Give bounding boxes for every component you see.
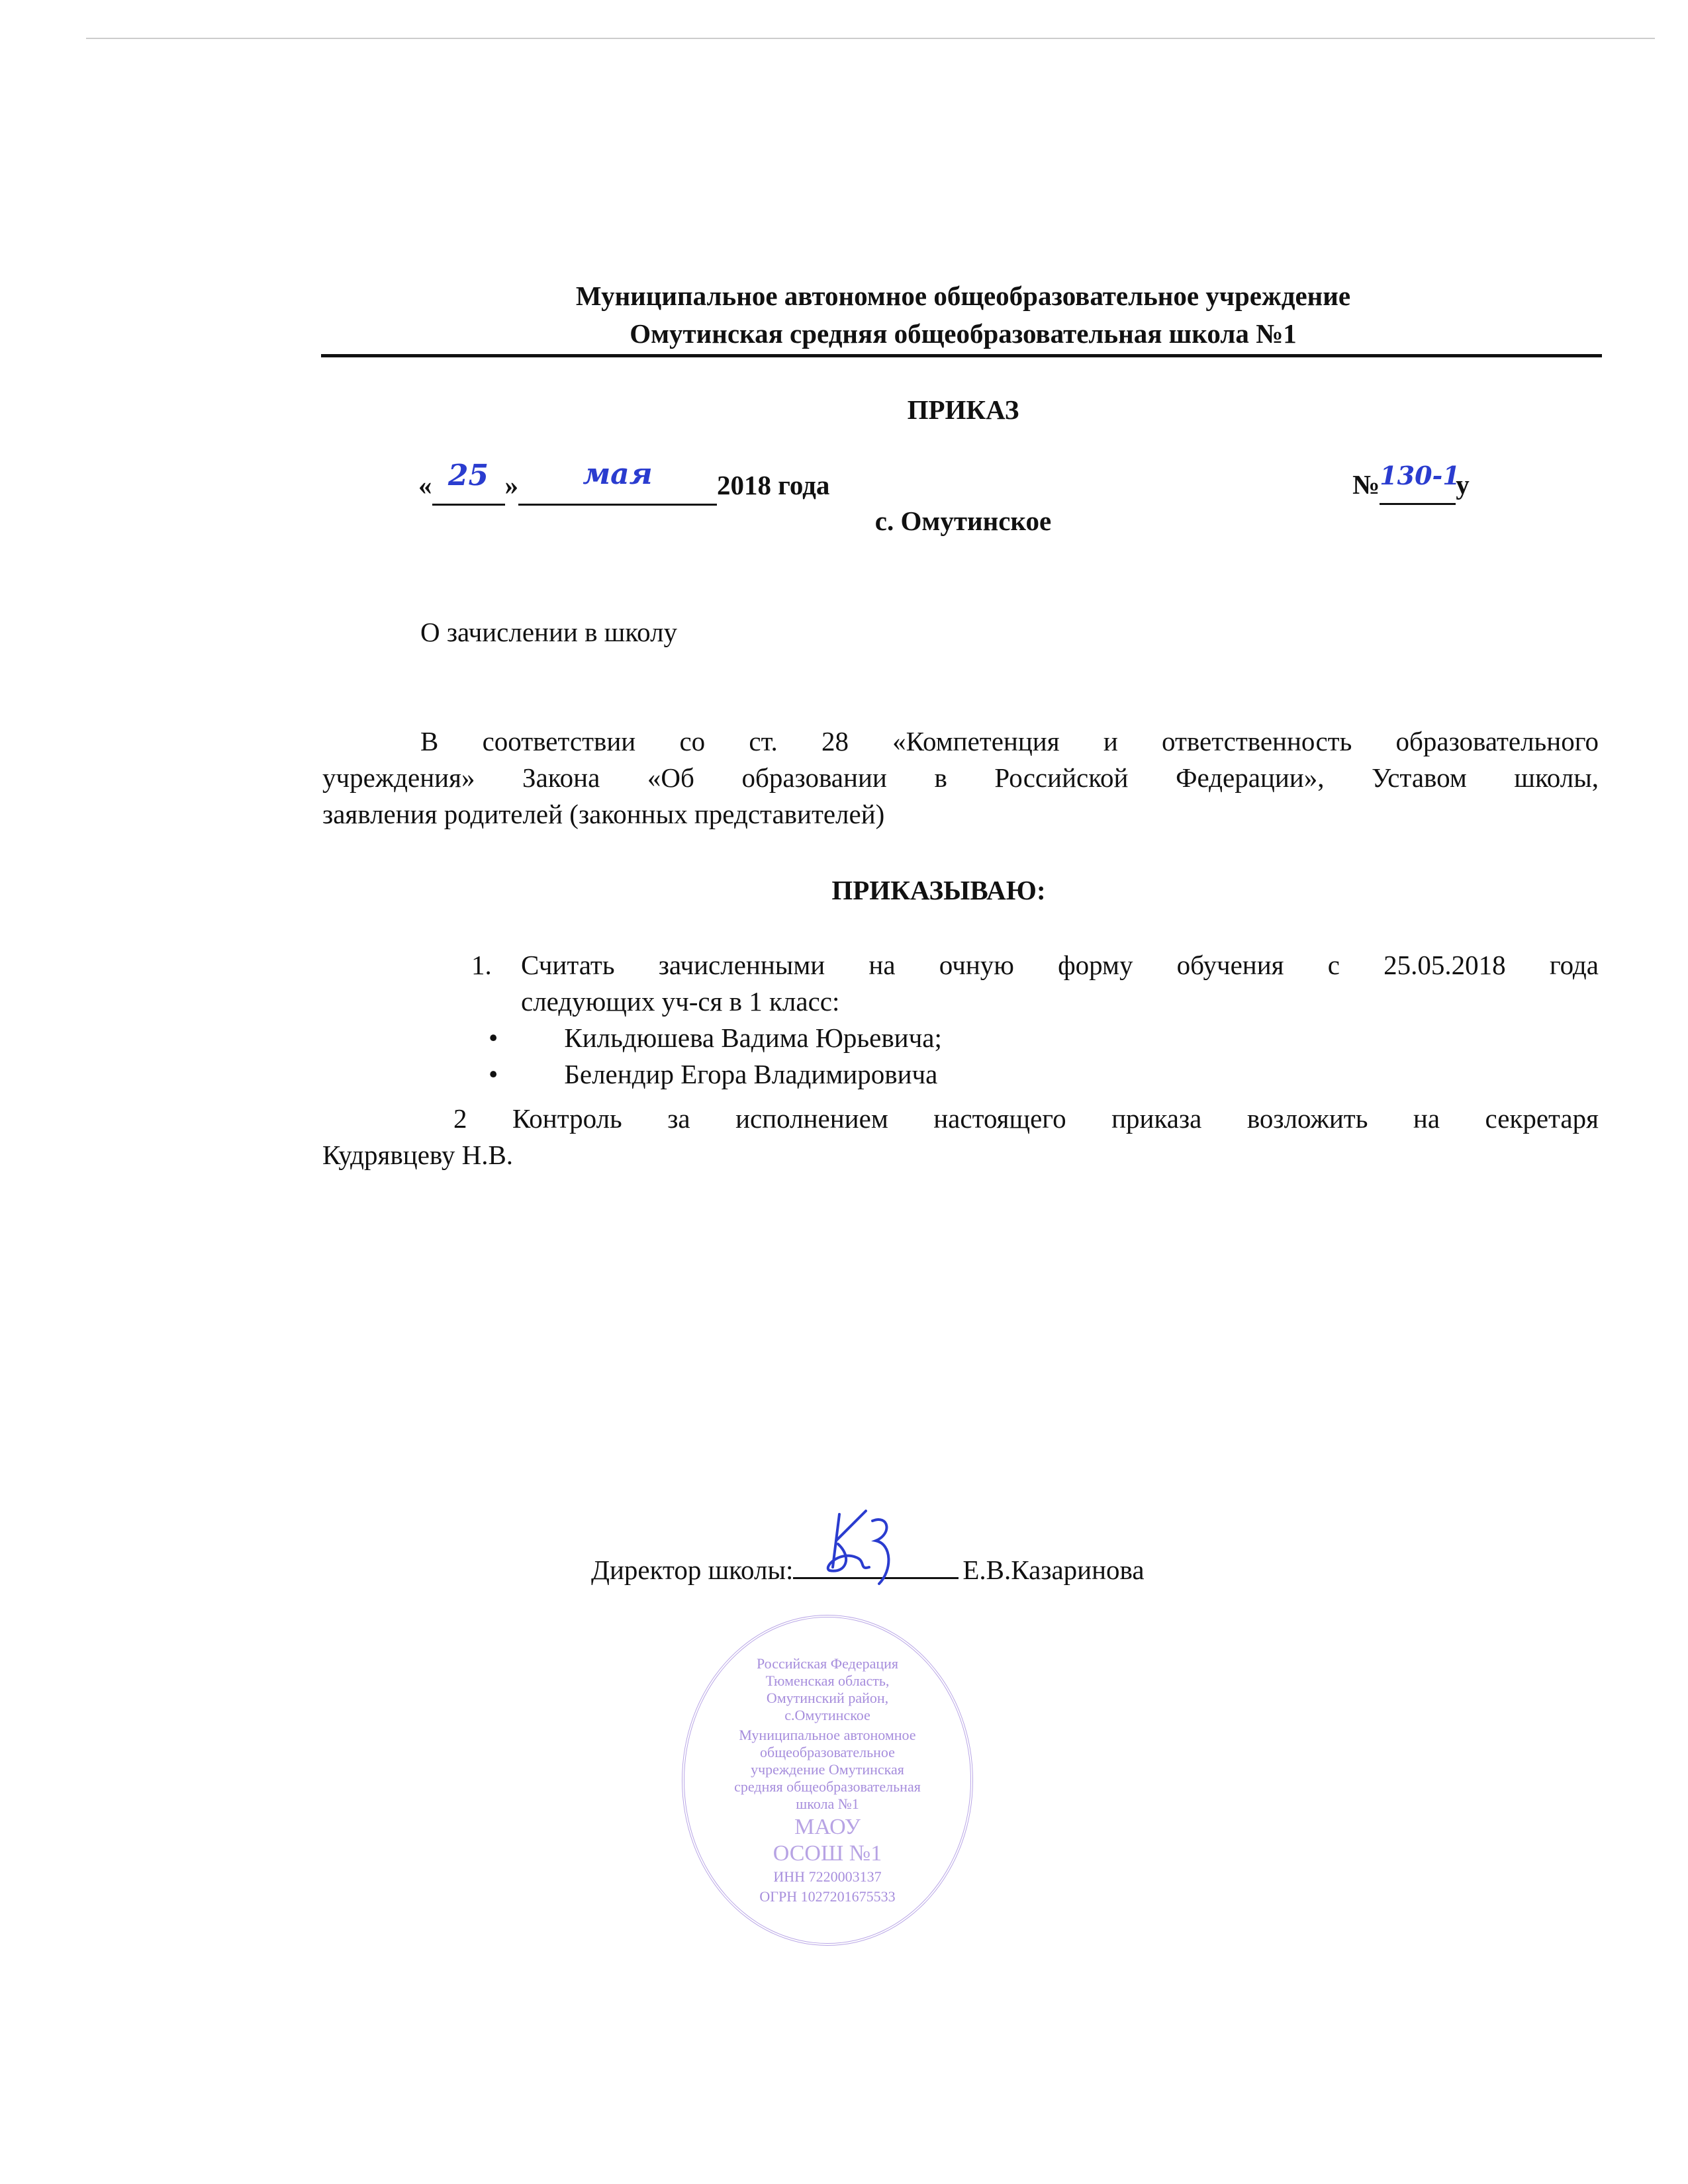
- stamp-outer-text: Российская Федерация Тюменская область, Омутинский район, с.Омутинское: [756, 1655, 899, 1723]
- order-date: [418, 457, 830, 506]
- date-day-handwritten: 25: [447, 459, 489, 492]
- scan-edge-line: [86, 38, 1655, 39]
- org-name-line2: Омутинская средняя общеобразовательная школа №1: [630, 318, 1297, 349]
- item1-line-1: Считать зачисленными на очную форму обучения с 25.05.2018 года: [521, 950, 1599, 980]
- stamp-ogrn: ОГРН 1027201675533: [759, 1888, 896, 1905]
- item2-line-1: 2 Контроль за исполнением настоящего приказа возложить на секретаря: [453, 1103, 1599, 1134]
- student-name: Белендир Егора Владимировича: [564, 1059, 938, 1089]
- date-open-quote: «: [418, 470, 432, 500]
- bullet-icon: •: [489, 1023, 498, 1053]
- bullet-icon: •: [489, 1059, 498, 1089]
- student-name: Кильдюшева Вадима Юрьевича;: [564, 1023, 942, 1053]
- item2-line-2: Кудрявцеву Н.В.: [322, 1140, 514, 1170]
- number-label: №: [1352, 469, 1380, 500]
- stamp-inn: ИНН 7220003137: [773, 1868, 882, 1885]
- org-name-line1: Муниципальное автономное общеобразовательное учреждение: [575, 281, 1351, 311]
- preamble-line-2: учреждения» Закона «Об образовании в Российской Федерации», Уставом школы,: [322, 762, 1599, 793]
- school-seal-stamp: [682, 1615, 973, 1946]
- signatory-role: Директор школы:: [591, 1555, 794, 1585]
- handwritten-signature: [820, 1504, 912, 1590]
- stamp-middle-text: Муниципальное автономное общеобразовательное учреждение Омутинская средняя общеобразовательная школа №1: [734, 1727, 921, 1812]
- order-place: с. Омутинское: [874, 506, 1052, 536]
- order-title: ПРИКАЗ: [907, 394, 1019, 425]
- signatory-name: Е.В.Казаринова: [962, 1555, 1145, 1585]
- header-rule: [321, 354, 1602, 357]
- student-item: [489, 1056, 937, 1093]
- student-item: [489, 1020, 942, 1056]
- preamble-line-1: В соответствии со ст. 28 «Компетенция и ответственность образовательного: [420, 726, 1599, 756]
- command-heading: ПРИКАЗЫВАЮ:: [831, 875, 1046, 905]
- signature-block: [591, 1551, 1145, 1588]
- stamp-center-line2: ОСОШ №1: [773, 1841, 882, 1866]
- number-suffix: у: [1456, 469, 1470, 500]
- item1-number: 1.: [471, 950, 492, 980]
- date-close-quote: »: [504, 470, 518, 500]
- item1-line-2: следующих уч-ся в 1 класс:: [521, 986, 840, 1017]
- order-number: [1352, 461, 1470, 505]
- date-year: 2018 года: [717, 470, 830, 500]
- date-month-handwritten: мая: [583, 457, 653, 491]
- preamble-line-3: заявления родителей (законных представителей): [322, 799, 885, 829]
- order-subject: О зачислении в школу: [420, 617, 678, 647]
- stamp-center-line1: МАОУ: [794, 1815, 861, 1839]
- number-handwritten: 130-1: [1380, 461, 1460, 490]
